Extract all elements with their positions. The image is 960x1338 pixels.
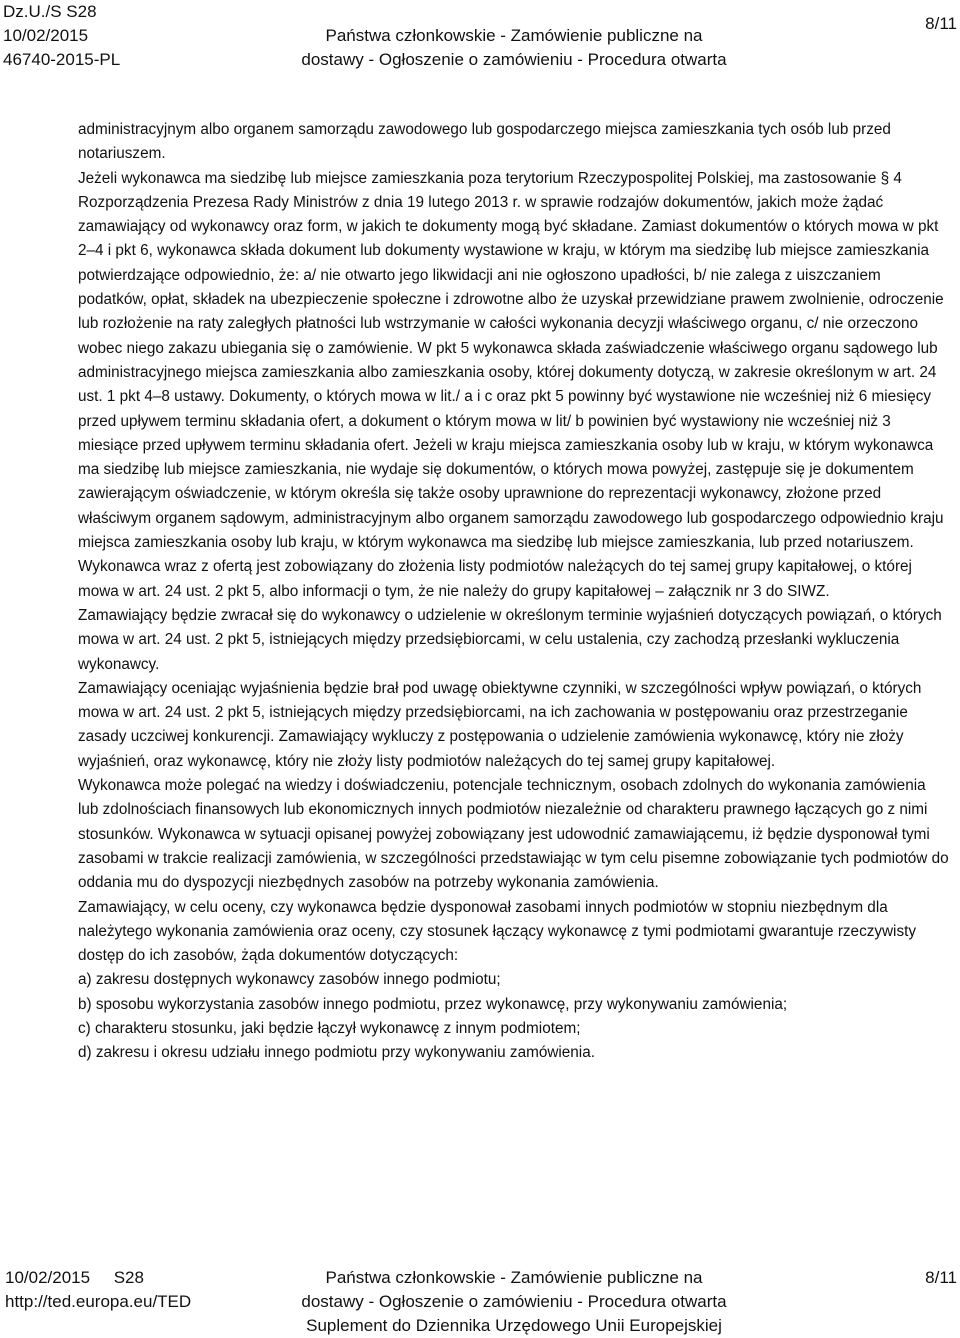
list-item: a) zakresu dostępnych wykonawcy zasobów innego podmiotu; bbox=[78, 971, 501, 989]
footer-left bbox=[5, 1266, 191, 1314]
footer-title-line1: Państwa członkowskie - Zamówienie publiczne na bbox=[325, 1268, 703, 1287]
header-date: 10/02/2015 bbox=[3, 26, 89, 45]
footer-date: 10/02/2015 bbox=[5, 1268, 91, 1287]
footer-series: S28 bbox=[113, 1268, 144, 1287]
header-left bbox=[3, 0, 120, 72]
paragraph: Wykonawca wraz z ofertą jest zobowiązany do złożenia listy podmiotów należących do tej samej grupy kapitałowej, o której mowa w art. 24 ust. 2 pkt 5, albo informacji o tym, że nie należy do grupy kapitałowej – załącznik nr 3 do SIWZ. bbox=[78, 558, 912, 600]
paragraph: administracyjnym albo organem samorządu zawodowego lub gospodarczego miejsca zamieszkania tych osób lub przed notariuszem. bbox=[78, 121, 891, 163]
page-header bbox=[0, 0, 960, 70]
notice-id: 46740-2015-PL bbox=[3, 50, 121, 69]
header-title-line2: dostawy - Ogłoszenie o zamówieniu - Procedura otwarta bbox=[301, 50, 727, 69]
footer-page: 8/11 bbox=[925, 1268, 957, 1287]
paragraph: Wykonawca może polegać na wiedzy i doświadczeniu, potencjale technicznym, osobach zdolnych do wykonania zamówienia lub zdolnościach finansowych lub ekonomicznych innych podmiotów niezależnie od charakteru prawnego łączących go z nimi stosunków. Wykonawca w sytuacji opisanej powyżej zobowiązany jest udowodnić zamawiającemu, iż będzie dysponował tymi zasobami w trakcie realizacji zamówienia, w szczególności przedstawiając w tym celu pisemne zobowiązanie tych podmiotów do oddania mu do dyspozycji niezbędnych zasobów na potrzeby wykonania zamówienia. bbox=[78, 777, 949, 892]
header-title-line1: Państwa członkowskie - Zamówienie publiczne na bbox=[325, 26, 703, 45]
document-body bbox=[78, 118, 950, 1066]
footer-page-number bbox=[925, 1266, 957, 1290]
paragraph: Zamawiający, w celu oceny, czy wykonawca będzie dysponował zasobami innych podmiotów w stopniu niezbędnym dla należytego wykonania zamówienia oraz oceny, czy stosunek łączący wykonawcę z tymi podmiotami gwarantuje rzeczywisty dostęp do ich zasobów, żąda dokumentów dotyczących: bbox=[78, 898, 917, 965]
list-item: c) charakteru stosunku, jaki będzie łączył wykonawcę z innym podmiotem; bbox=[78, 1019, 581, 1037]
footer-title-line3: Suplement do Dziennika Urzędowego Unii Europejskiej bbox=[306, 1316, 722, 1335]
doc-code: Dz.U./S S28 bbox=[3, 2, 97, 21]
header-page-number bbox=[925, 12, 957, 36]
list-item: d) zakresu i okresu udziału innego podmiotu przy wykonywaniu zamówienia. bbox=[78, 1044, 595, 1062]
list-item: b) sposobu wykorzystania zasobów innego podmiotu, przez wykonawcę, przy wykonywaniu zamówienia; bbox=[78, 995, 788, 1013]
footer-title-line2: dostawy - Ogłoszenie o zamówieniu - Procedura otwarta bbox=[301, 1292, 727, 1311]
paragraph: Zamawiający oceniając wyjaśnienia będzie brał pod uwagę obiektywne czynniki, w szczególności wpływ powiązań, o których mowa w art. 24 ust. 2 pkt 5, istniejących między przedsiębiorcami, na ich zachowania w postępowaniu oraz przestrzeganie zasady uczciwej konkurencji. Zamawiający wykluczy z postępowania o udzielenie zamówienia wykonawcę, który nie złoży wyjaśnień, oraz wykonawcę, który nie złoży listy podmiotów należących do tej samej grupy kapitałowej. bbox=[78, 679, 922, 770]
footer-url[interactable]: http://ted.europa.eu/TED bbox=[5, 1292, 192, 1311]
page-footer bbox=[0, 1266, 960, 1334]
header-title bbox=[246, 0, 782, 72]
paragraph: Zamawiający będzie zwracał się do wykonawcy o udzielenie w określonym terminie wyjaśnień dotyczących powiązań, o których mowa w art. 24 ust. 2 pkt 5, istniejących między przedsiębiorcami, w celu ustalenia, czy zachodzą przesłanki wykluczenia wykonawcy. bbox=[78, 606, 942, 673]
paragraph: Jeżeli wykonawca ma siedzibę lub miejsce zamieszkania poza terytorium Rzeczypospolitej Polskiej, ma zastosowanie § 4 Rozporządzenia Prezesa Rady Ministrów z dnia 19 lutego 2013 r. w sprawie rodzajów dokumentów, jakich może żądać zamawiający od wykonawcy oraz form, w jakich te dokumenty mogą być składane. Zamiast dokumentów o których mowa w pkt 2–4 i pkt 6, wykonawca składa dokument lub dokumenty wystawione w kraju, w którym ma siedzibę lub miejsce zamieszkania potwierdzające odpowiednio, że: a/ nie otwarto jego likwidacji ani nie ogłoszono upadłości, b/ nie zalega z uiszczaniem podatków, opłat, składek na ubezpieczenie społeczne i zdrowotne albo że uzyskał przewidziane prawem zwolnienie, odroczenie lub rozłożenie na raty zaległych płatności lub wstrzymanie w całości wykonania decyzji właściwego organu, c/ nie orzeczono wobec niego zakazu ubiegania się o zamówienie. W pkt 5 wykonawca składa zaświadczenie właściwego organu sądowego lub administracyjnego miejsca zamieszkania albo zamieszkania osoby, której dokumenty dotyczą, w zakresie określonym w art. 24 ust. 1 pkt 4–8 ustawy. Dokumenty, o których mowa w lit./ a i c oraz pkt 5 powinny być wystawione nie wcześniej niż 6 miesięcy przed upływem terminu składania ofert, a dokument o którym mowa w lit/ b powinien być wystawiony nie wcześniej niż 3 miesiące przed upływem terminu składania ofert. Jeżeli w kraju miejsca zamieszkania osoby lub w kraju, w którym wykonawca ma siedzibę lub miejsce zamieszkania, nie wydaje się dokumentów, o których mowa powyżej, zastępuje się je dokumentem zawierającym oświadczenie, w którym określa się także osoby uprawnione do reprezentacji wykonawcy, złożone przed właściwym organem sądowym, administracyjnym albo organem samorządu zawodowego lub gospodarczego odpowiednio kraju miejsca zamieszkania osoby lub kraju, w którym wykonawca ma siedzibę lub miejsce zamieszkania, lub przed notariuszem. bbox=[78, 169, 944, 552]
footer-title bbox=[226, 1266, 802, 1338]
page-number: 8/11 bbox=[925, 14, 957, 33]
